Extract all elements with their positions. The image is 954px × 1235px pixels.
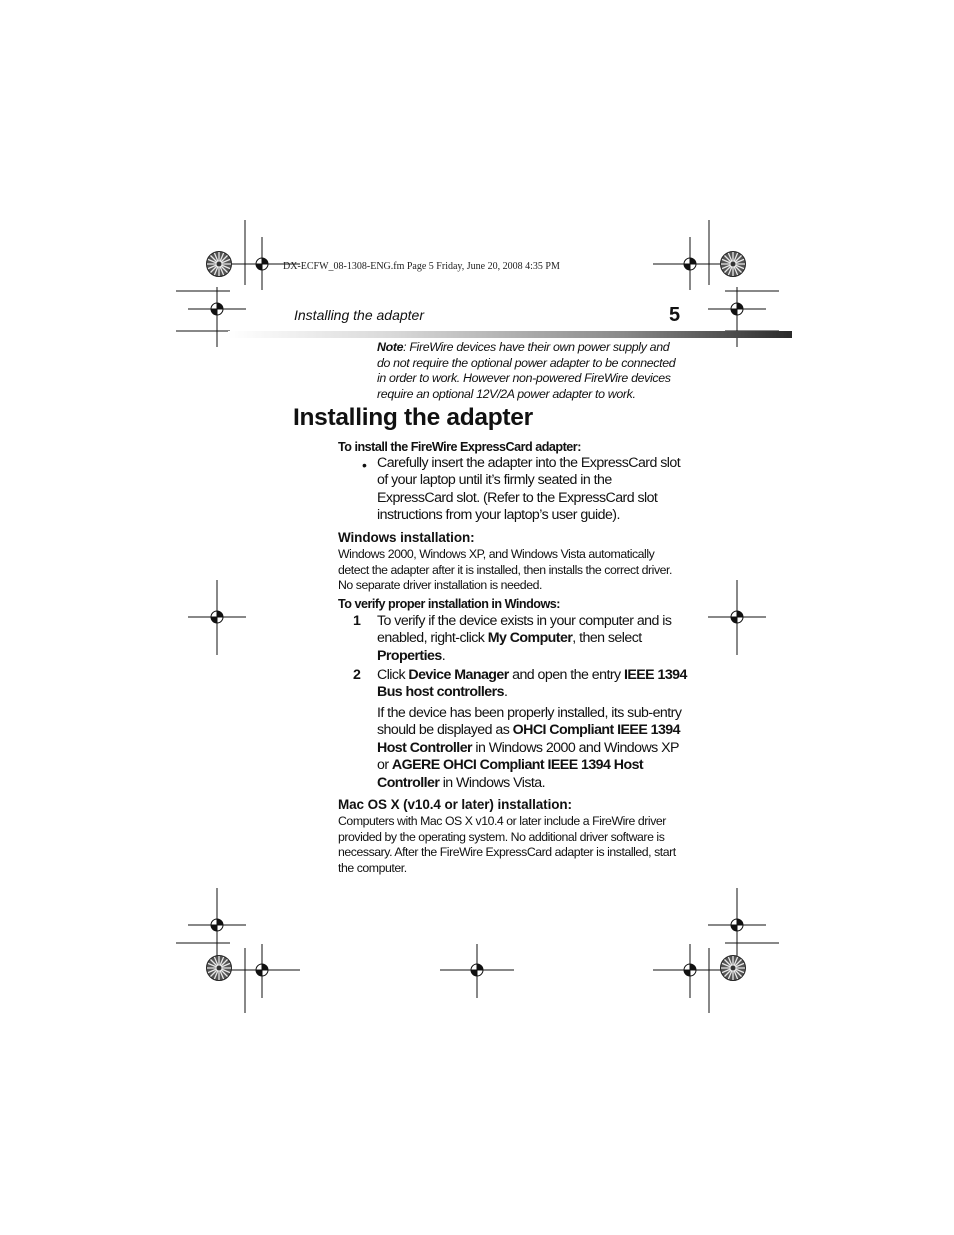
mac-installation-text: Computers with Mac OS X v10.4 or later include a FireWire driver provided by the operating system. No additional driver software is necessary. After the FireWire ExpressCard adapter is installed, start the computer. bbox=[338, 814, 676, 875]
running-header-title: Installing the adapter bbox=[294, 307, 424, 323]
my-computer-term: My Computer bbox=[487, 630, 573, 647]
windows-installation-text: Windows 2000, Windows XP, and Windows Vista automatically detect the adapter after it is installed, then installs the correct driver. No separate driver installation is needed. bbox=[338, 547, 672, 593]
note-text: : FireWire devices have their own power supply and do not require the optional power adapter to be connected in order to work. However non-powered FireWire devices require an optional 12V/2A power adapter to work. bbox=[377, 340, 676, 401]
step-1-text: To verify if the device exists in your computer and is enabled, right-click My Computer, then select Properties. bbox=[377, 613, 672, 664]
bullet-symbol: • bbox=[362, 457, 367, 473]
windows-installation-heading: Windows installation: bbox=[338, 530, 475, 545]
step-2-text: Click Device Manager and open the entry IEEE 1394 Bus host controllers. bbox=[377, 667, 687, 701]
verify-procedure-title: To verify proper installation in Windows: bbox=[338, 597, 560, 611]
device-manager-term: Device Manager bbox=[408, 667, 509, 683]
note-label: Note bbox=[377, 340, 404, 354]
step-number-2: 2 bbox=[353, 667, 361, 683]
install-procedure-title: To install the FireWire ExpressCard adapter: bbox=[338, 440, 581, 454]
agere-host-controller-term: AGERE OHCI Compliant IEEE 1394 Host Controller bbox=[377, 757, 644, 791]
ohci-host-controller-term: OHCI Compliant IEEE 1394 Host Controller bbox=[377, 722, 680, 756]
print-slug: DX-ECFW_08-1308-ENG.fm Page 5 Friday, June 20, 2008 4:35 PM bbox=[283, 261, 560, 272]
sub-entry-paragraph: If the device has been properly installed, its sub-entry should be displayed as OHCI Compliant IEEE 1394 Host Controller in Windows 2000 and Windows XP or AGERE OHCI Compliant IEEE 1394 Host Controller in Windows Vista. bbox=[377, 705, 682, 791]
install-bullet-text: Carefully insert the adapter into the ExpressCard slot of your laptop until it’s firmly seated in the ExpressCard slot. (Refer to the ExpressCard slot instructions from your laptop’s user guide). bbox=[377, 455, 681, 524]
header-rule bbox=[228, 331, 792, 338]
page-title: Installing the adapter bbox=[293, 404, 533, 431]
note-paragraph bbox=[377, 340, 677, 402]
mac-installation-heading: Mac OS X (v10.4 or later) installation: bbox=[338, 797, 572, 812]
step-number-1: 1 bbox=[353, 613, 361, 629]
page-number: 5 bbox=[669, 304, 681, 326]
ieee-1394-bus-term: IEEE 1394 Bus host controllers bbox=[377, 667, 687, 701]
properties-term: Properties bbox=[377, 647, 442, 664]
